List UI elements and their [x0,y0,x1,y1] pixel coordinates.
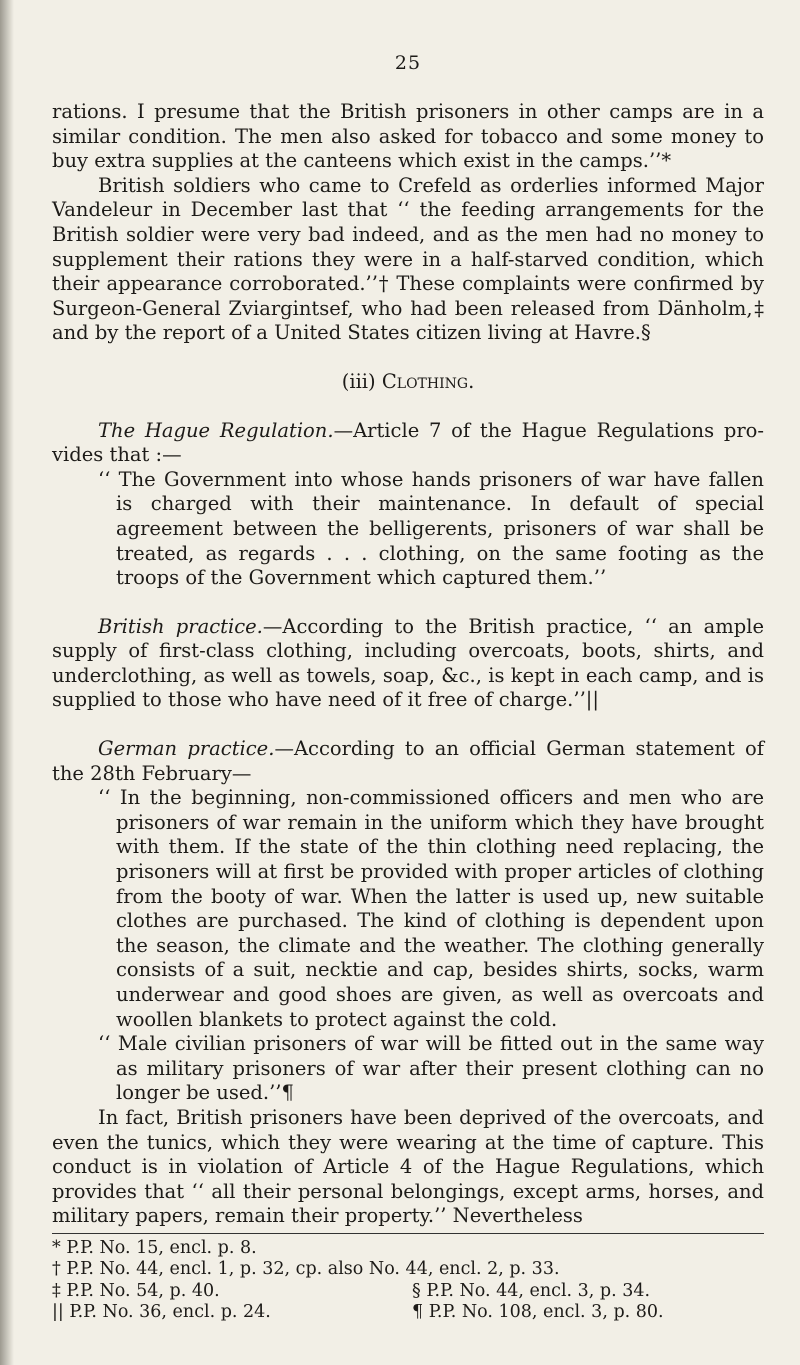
paragraph-british-practice [52,615,764,713]
footnote-5: || P.P. No. 36, encl. p. 24. [52,1302,271,1323]
hague-text: —Article 7 of the Hague Regulations provides that :— [52,418,764,467]
footnote-row-3 [52,1281,764,1303]
spacer [52,591,764,615]
paragraph-german-practice [52,737,764,786]
page-number: 25 [394,52,422,74]
hague-label: The Hague Regulation. [98,418,334,442]
footnotes [52,1238,764,1324]
german-quote-2: ‘‘ Male civilian prisoners of war will be fitted out in the same way as military prisoners of war after their present clothing can no longer be used.’’¶ [98,1032,764,1105]
paragraph-in-fact: In fact, British prisoners have been deprived of the overcoats, and even the tunics, which they were wearing at the time of capture. This conduct is in violation of Article 4 of the Hague Regulations, which provides that ‘‘ all their personal belongings, except arms, horses, and military papers, remain their property.’’ Nevertheless [52,1105,764,1228]
footnote-2: † P.P. No. 44, encl. 1, p. 32, cp. also No. 44, encl. 2, p. 33. [52,1259,560,1280]
section-heading [52,370,764,395]
footnote-1: * P.P. No. 15, encl. p. 8. [52,1237,257,1258]
section-title: Clothing. [381,369,475,393]
british-label: British practice. [98,614,263,638]
paragraph-crefeld: British soldiers who came to Crefeld as orderlies informed Major Vandeleur in December last that ‘‘ the feeding arrangements for the British soldier were very bad indeed, and as the men had no money to supplement their rations they were in a half-starved condition, which their appearance corroborated.’’† These complaints were confirmed by Surgeon-General Zviargintsef, who had been released from Dänholm,‡ and by the report of a United States citizen living at Havre.§ [52,173,764,345]
spacer [52,713,764,737]
hague-quote: ‘‘ The Government into whose hands prisoners of war have fallen is charged with their maintenance. In default of special agreement between the belligerents, prisoners of war shall be treated, as regards . . . clothing, on the same footing as the troops of the Government which captured them.’’ [98,467,764,590]
footnote-6: ¶ P.P. No. 108, encl. 3, p. 80. [412,1302,664,1323]
page-edge-shadow [0,0,14,1365]
paragraph-rations: rations. I presume that the British prisoners in other camps are in a similar condition. The men also asked for tobacco and some money to buy extra supplies at the canteens which exist in the camps.’’* [52,100,764,173]
footnote-row-4 [52,1302,764,1324]
footnote-3: ‡ P.P. No. 54, p. 40. [52,1280,220,1301]
paragraph-hague [52,419,764,468]
footnote-rule [52,1233,764,1234]
body-text [52,100,764,1324]
footnote-4: § P.P. No. 44, encl. 3, p. 34. [412,1280,651,1301]
german-text: —According to an official German statement of the 28th February— [52,737,764,785]
section-number: (iii) [341,369,376,393]
german-label: German practice. [98,737,275,761]
british-text: —According to the British practice, ‘‘ an ample supply of first-class clothing, including overcoats, boots, shirts, and underclothing, as well as towels, soap, &c., is kept in each camp, and is supplied to those who have need of it free of charge.’’|| [52,614,764,712]
german-quote-1: ‘‘ In the beginning, non-commissioned officers and men who are prisoners of war remain in the uniform which they have brought with them. If the state of the thin clothing need replacing, the prisoners will at first be provided with proper articles of clothing from the booty of war. When the latter is used up, new suitable clothes are purchased. The kind of clothing is dependent upon the season, the climate and the weather. The clothing generally consists of a suit, necktie and cap, besides shirts, socks, warm underwear and good shoes are given, as well as overcoats and woollen blankets to protect against the cold. [98,786,764,1031]
